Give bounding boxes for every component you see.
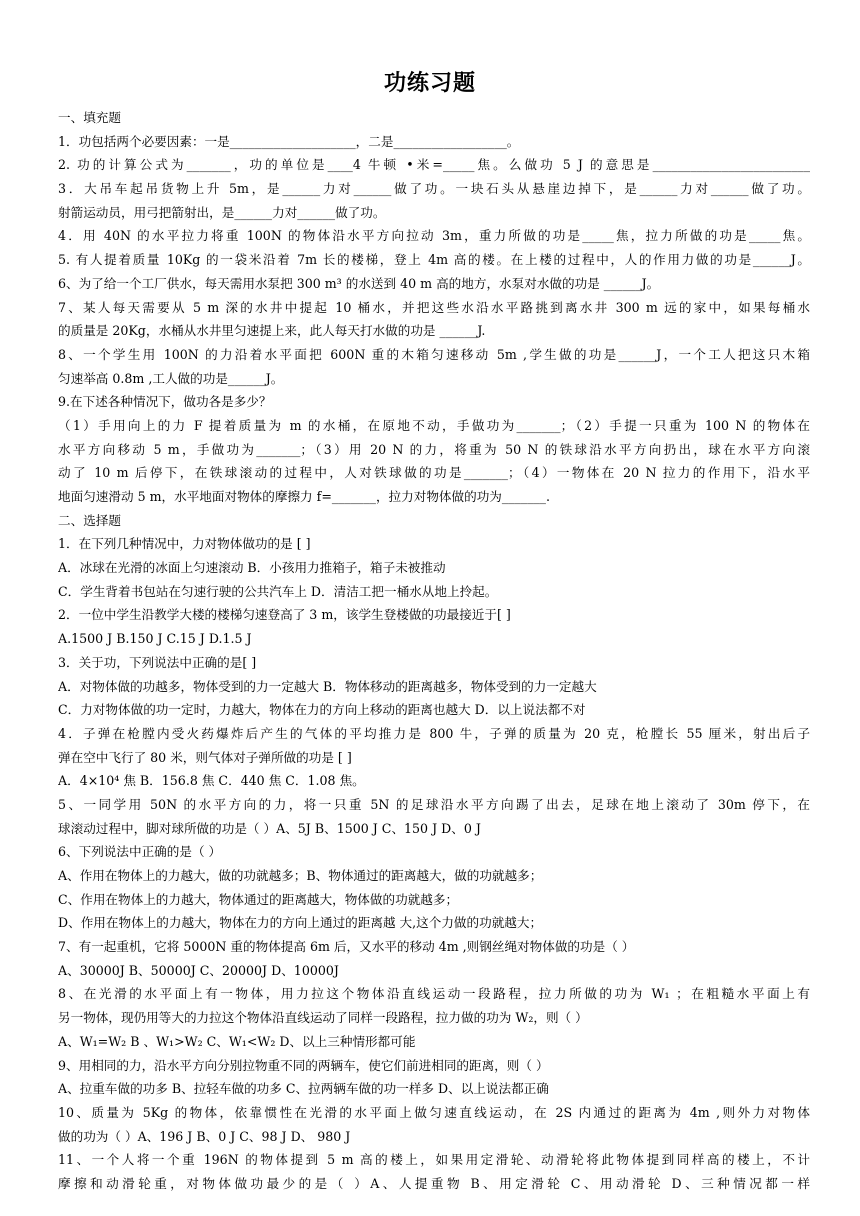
text-line: A．4×10⁴ 焦 B．156.8 焦 C．440 焦 C．1.08 焦。 <box>58 773 365 789</box>
text-line: 6、为了给一个工厂供水，每天需用水泵把 300 m³ 的水送到 40 m 高的地方，水泵对水做的功是 ______J。 <box>58 275 660 291</box>
text-line: A、30000J B、50000J C、20000J D、10000J <box>58 962 339 978</box>
worksheet-body <box>58 106 810 1196</box>
page-title: 功练习题 <box>383 71 476 96</box>
text-line: 9.在下述各种情况下，做功各是多少？ <box>58 394 272 410</box>
text-line: A.1500 J B.150 J C.15 J D.1.5 J <box>58 631 252 647</box>
text-line: A．冰球在光滑的冰面上匀速滚动 B．小孩用力推箱子，箱子未被推动 <box>58 560 446 576</box>
text-line: 射箭运动员，用弓把箭射出，是______力对______做了功。 <box>58 204 386 220</box>
text-line: 4．用 40N 的水平拉力将重 100N 的物体沿水平方向拉动 3m，重力所做的功是_____焦，拉力所做的功是_____焦。 <box>58 228 810 244</box>
text-line: 匀速举高 0.8m ,工人做的功是______J。 <box>58 370 284 386</box>
text-line: 弹在空中飞行了 80 米，则气体对子弹所做的功是 [ ] <box>58 749 352 765</box>
text-line: 1．功包括两个必要因素：一是____________________，二是__________________。 <box>58 133 520 149</box>
text-line: 9、用相同的力，沿水平方向分别拉物重不同的两辆车，使它们前进相同的距离，则（ ） <box>58 1057 549 1073</box>
text-line: 5、一同学用 50N 的水平方向的力，将一只重 5N 的足球沿水平方向踢了出去，足球在地上滚动了 30m 停下，在 <box>58 796 810 812</box>
text-line: 3．关于功，下列说法中正确的是[ ] <box>58 654 257 670</box>
text-line: A、W₁=W₂ B 、W₁>W₂ C、W₁<W₂ D、以上三种情形都可能 <box>58 1033 416 1049</box>
text-line: 5. 有人提着质量 10Kg 的一袋米沿着 7m 长的楼梯，登上 4m 高的楼。在上楼的过程中，人的作用力做的功是______J。 <box>58 252 810 268</box>
text-line: D、作用在物体上的力越大，物体在力的方向上通过的距离越 大,这个力做的功就越大； <box>58 915 543 931</box>
text-line: 4．子弹在枪膛内受火药爆炸后产生的气体的平均推力是 800 牛，子弹的质量为 20 克，枪膛长 55 厘米，射出后子 <box>58 725 810 741</box>
text-line: 7、某人每天需要从 5 m 深的水井中提起 10 桶水，并把这些水沿水平路挑到离水井 300 m 远的家中，如果每桶水 <box>58 299 810 315</box>
text-line: 8、在光滑的水平面上有一物体，用力拉这个物体沿直线运动一段路程，拉力所做的功为 W₁ ；在粗糙水平面上有 <box>58 986 810 1002</box>
text-line: 6、下列说法中正确的是（ ） <box>58 844 222 860</box>
text-line: C．学生背着书包站在匀速行驶的公共汽车上 D．清洁工把一桶水从地上拎起。 <box>58 583 498 599</box>
text-line: 2．一位中学生沿教学大楼的楼梯匀速登高了 3 m，该学生登楼做的功最接近于[ ] <box>58 607 511 623</box>
text-line: 动了 10 m 后停下，在铁球滚动的过程中，人对铁球做的功是_______；（4）一物体在 20 N 拉力的作用下，沿水平 <box>58 465 810 481</box>
text-line: 8、一个学生用 100N 的力沿着水平面把 600N 重的木箱匀速移动 5m ,学生做的功是______J，一个工人把这只木箱 <box>58 346 810 362</box>
text-line: 地面匀速滑动 5 m，水平地面对物体的摩擦力 f=_______，拉力对物体做的功为_______. <box>58 489 550 504</box>
text-line: 做的功为（ ）A、196 J B、0 J C、98 J D、 980 J <box>58 1128 351 1144</box>
text-line: A、拉重车做的功多 B、拉轻车做的功多 C、拉两辆车做的功一样多 D、以上说法都正确 <box>58 1081 549 1097</box>
section-heading: 二、选择题 <box>58 512 121 528</box>
text-line: （1）手用向上的力 F 提着质量为 m 的水桶，在原地不动，手做功为_______；（2）手提一只重为 100 N 的物体在 <box>58 417 810 433</box>
text-line: 球滚动过程中，脚对球所做的功是（ ）A、5J B、1500 J C、150 J D、0 J <box>58 820 481 836</box>
text-line: 1．在下列几种情况中，力对物体做功的是 [ ] <box>58 536 311 552</box>
text-line: 水平方向移动 5 m，手做功为_______；（3）用 20 N 的力，将重为 50 N 的铁球沿水平方向扔出，球在水平方向滚 <box>58 441 810 457</box>
text-line: 2. 功的计算公式为_______，功的单位是____4 牛顿 •米=_____焦。么做功 5 J 的意思是_________________________ <box>58 157 810 173</box>
text-line: 3．大吊车起吊货物上升 5m，是______力对______做了功。一块石头从悬崖边掉下，是______力对______做了功。 <box>58 181 810 197</box>
text-line: C、作用在物体上的力越大，物体通过的距离越大，物体做的功就越多； <box>58 891 459 907</box>
text-line: 摩擦和动滑轮重，对物体做功最少的是（ ）A、人提重物 B、用定滑轮 C、用动滑轮 D、三种情况都一样 <box>58 1175 810 1191</box>
text-line: 的质量是 20Kg，水桶从水井里匀速提上来，此人每天打水做的功是 ______J. <box>58 323 486 339</box>
text-line: 11、一个人将一个重 196N 的物体提到 5 m 高的楼上，如果用定滑轮、动滑轮将此物体提到同样高的楼上，不计 <box>58 1152 810 1168</box>
text-line: 另一物体，现仍用等大的力拉这个物体沿直线运动了同样一段路程，拉力做的功为 W₂，则（ ） <box>58 1010 588 1026</box>
text-line: 10、质量为 5Kg 的物体，依靠惯性在光滑的水平面上做匀速直线运动，在 2S 内通过的距离为 4m ,则外力对物体 <box>58 1104 810 1120</box>
text-line: A．对物体做的功越多，物体受到的力一定越大 B．物体移动的距离越多，物体受到的力一定越大 <box>58 678 597 694</box>
text-line: 7、有一起重机，它将 5000N 重的物体提高 6m 后，又水平的移动 4m ,则钢丝绳对物体做的功是（ ） <box>58 939 635 955</box>
text-line: A、作用在物体上的力越大，做的功就越多；B、物体通过的距离越大，做的功就越多； <box>58 868 543 883</box>
section-heading: 一、填充题 <box>58 110 121 125</box>
text-line: C．力对物体做的功一定时，力越大，物体在力的方向上移动的距离也越大 D．以上说法都不对 <box>58 702 586 718</box>
